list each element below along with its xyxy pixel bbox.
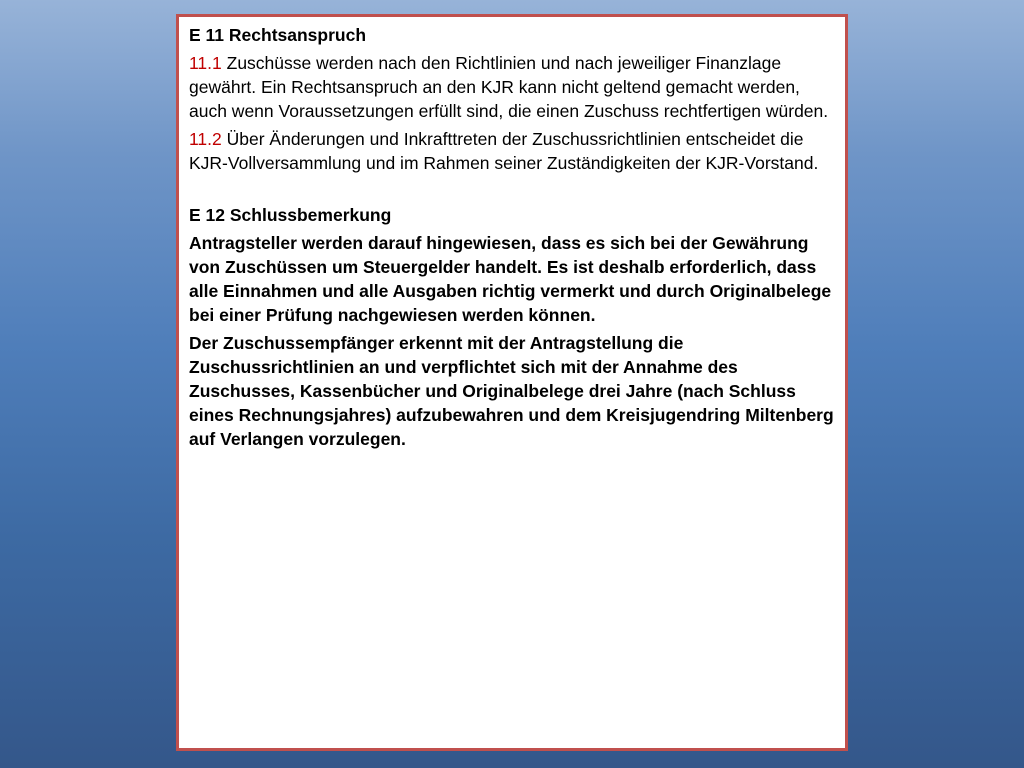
paragraph-text-11-1: Zuschüsse werden nach den Richtlinien und nach jeweiliger Finanzlage gewährt. Ein Rechtsanspruch an den KJR kann nicht geltend gemacht werden, auch wenn Voraussetzungen erfüllt sind, die einen Zuschuss rechtfertigen würden. (189, 53, 829, 121)
paragraph-number-11-1: 11.1 (189, 53, 222, 73)
paragraph-e12-1: Antragsteller werden darauf hingewiesen, dass es sich bei der Gewährung von Zuschüssen um Steuergelder handelt. Es ist deshalb erforderlich, dass alle Einnahmen und alle Ausgaben richtig vermerkt und durch Originalbelege bei einer Prüfung nachgewiesen werden können. (189, 233, 832, 325)
paragraph-11-2 (189, 127, 839, 175)
document-page (176, 14, 848, 751)
paragraph-number-11-2: 11.2 (189, 129, 222, 149)
paragraph-11-1 (189, 51, 839, 123)
paragraph-e12-2: Der Zuschussempfänger erkennt mit der Antragstellung die Zuschussrichtlinien an und verpflichtet sich mit der Annahme des Zuschusses, Kassenbücher und Originalbelege drei Jahre (nach Schluss eines Rechnungsjahres) aufzubewahren und dem Kreisjugendring Miltenberg auf Verlangen vorzulegen. (189, 333, 834, 449)
section-heading-e12: E 12 Schlussbemerkung (189, 205, 392, 225)
section-heading-e11: E 11 Rechtsanspruch (189, 25, 367, 45)
section-spacer (189, 179, 839, 203)
paragraph-text-11-2: Über Änderungen und Inkrafttreten der Zuschussrichtlinien entscheidet die KJR-Vollversammlung und im Rahmen seiner Zuständigkeiten der KJR-Vorstand. (189, 129, 819, 173)
document-content (189, 23, 839, 455)
